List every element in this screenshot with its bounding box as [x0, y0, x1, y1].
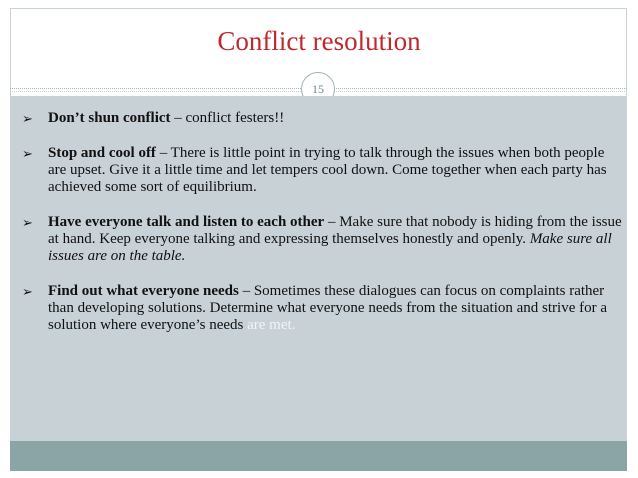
slide-title: Conflict resolution: [217, 26, 421, 56]
bullet-text: – Sometimes these dialogues can focus on complaints rather than developing solutions. Determine what everyone needs from the situation and strive for a solution where everyone’s needs: [48, 283, 608, 333]
bullet-lead: Stop and cool off: [48, 145, 156, 161]
bullet-text: – There is little point in trying to talk through the issues when both people are upset. Give it a little time and let tempers cool down. Come together when each party has achieved some sort of equilibrium.: [48, 145, 607, 195]
arrow-bullet-icon: ➢: [22, 146, 33, 161]
bullet-lead: Find out what everyone needs: [48, 283, 239, 299]
bullet-emphasis: Make sure all issues are on the table.: [48, 231, 612, 264]
bullet-list: [22, 110, 622, 352]
bullet-text: – Make sure that nobody is hiding from the issue at hand. Keep everyone talking and expressing themselves honestly and openly.: [48, 214, 622, 247]
page-number-badge: 15: [301, 72, 335, 106]
bullet-item: [22, 283, 622, 334]
bullet-item: [22, 110, 622, 127]
arrow-bullet-icon: ➢: [22, 215, 33, 230]
bullet-item: [22, 214, 622, 265]
footer-bar: [10, 441, 627, 471]
bullet-faded-text: are met.: [247, 317, 296, 333]
arrow-bullet-icon: ➢: [22, 111, 33, 126]
bullet-lead: Don’t shun conflict: [48, 110, 171, 126]
bullet-item: [22, 145, 622, 196]
arrow-bullet-icon: ➢: [22, 284, 33, 299]
bullet-text: – conflict festers!!: [170, 110, 285, 126]
bullet-lead: Have everyone talk and listen to each other: [48, 214, 325, 230]
